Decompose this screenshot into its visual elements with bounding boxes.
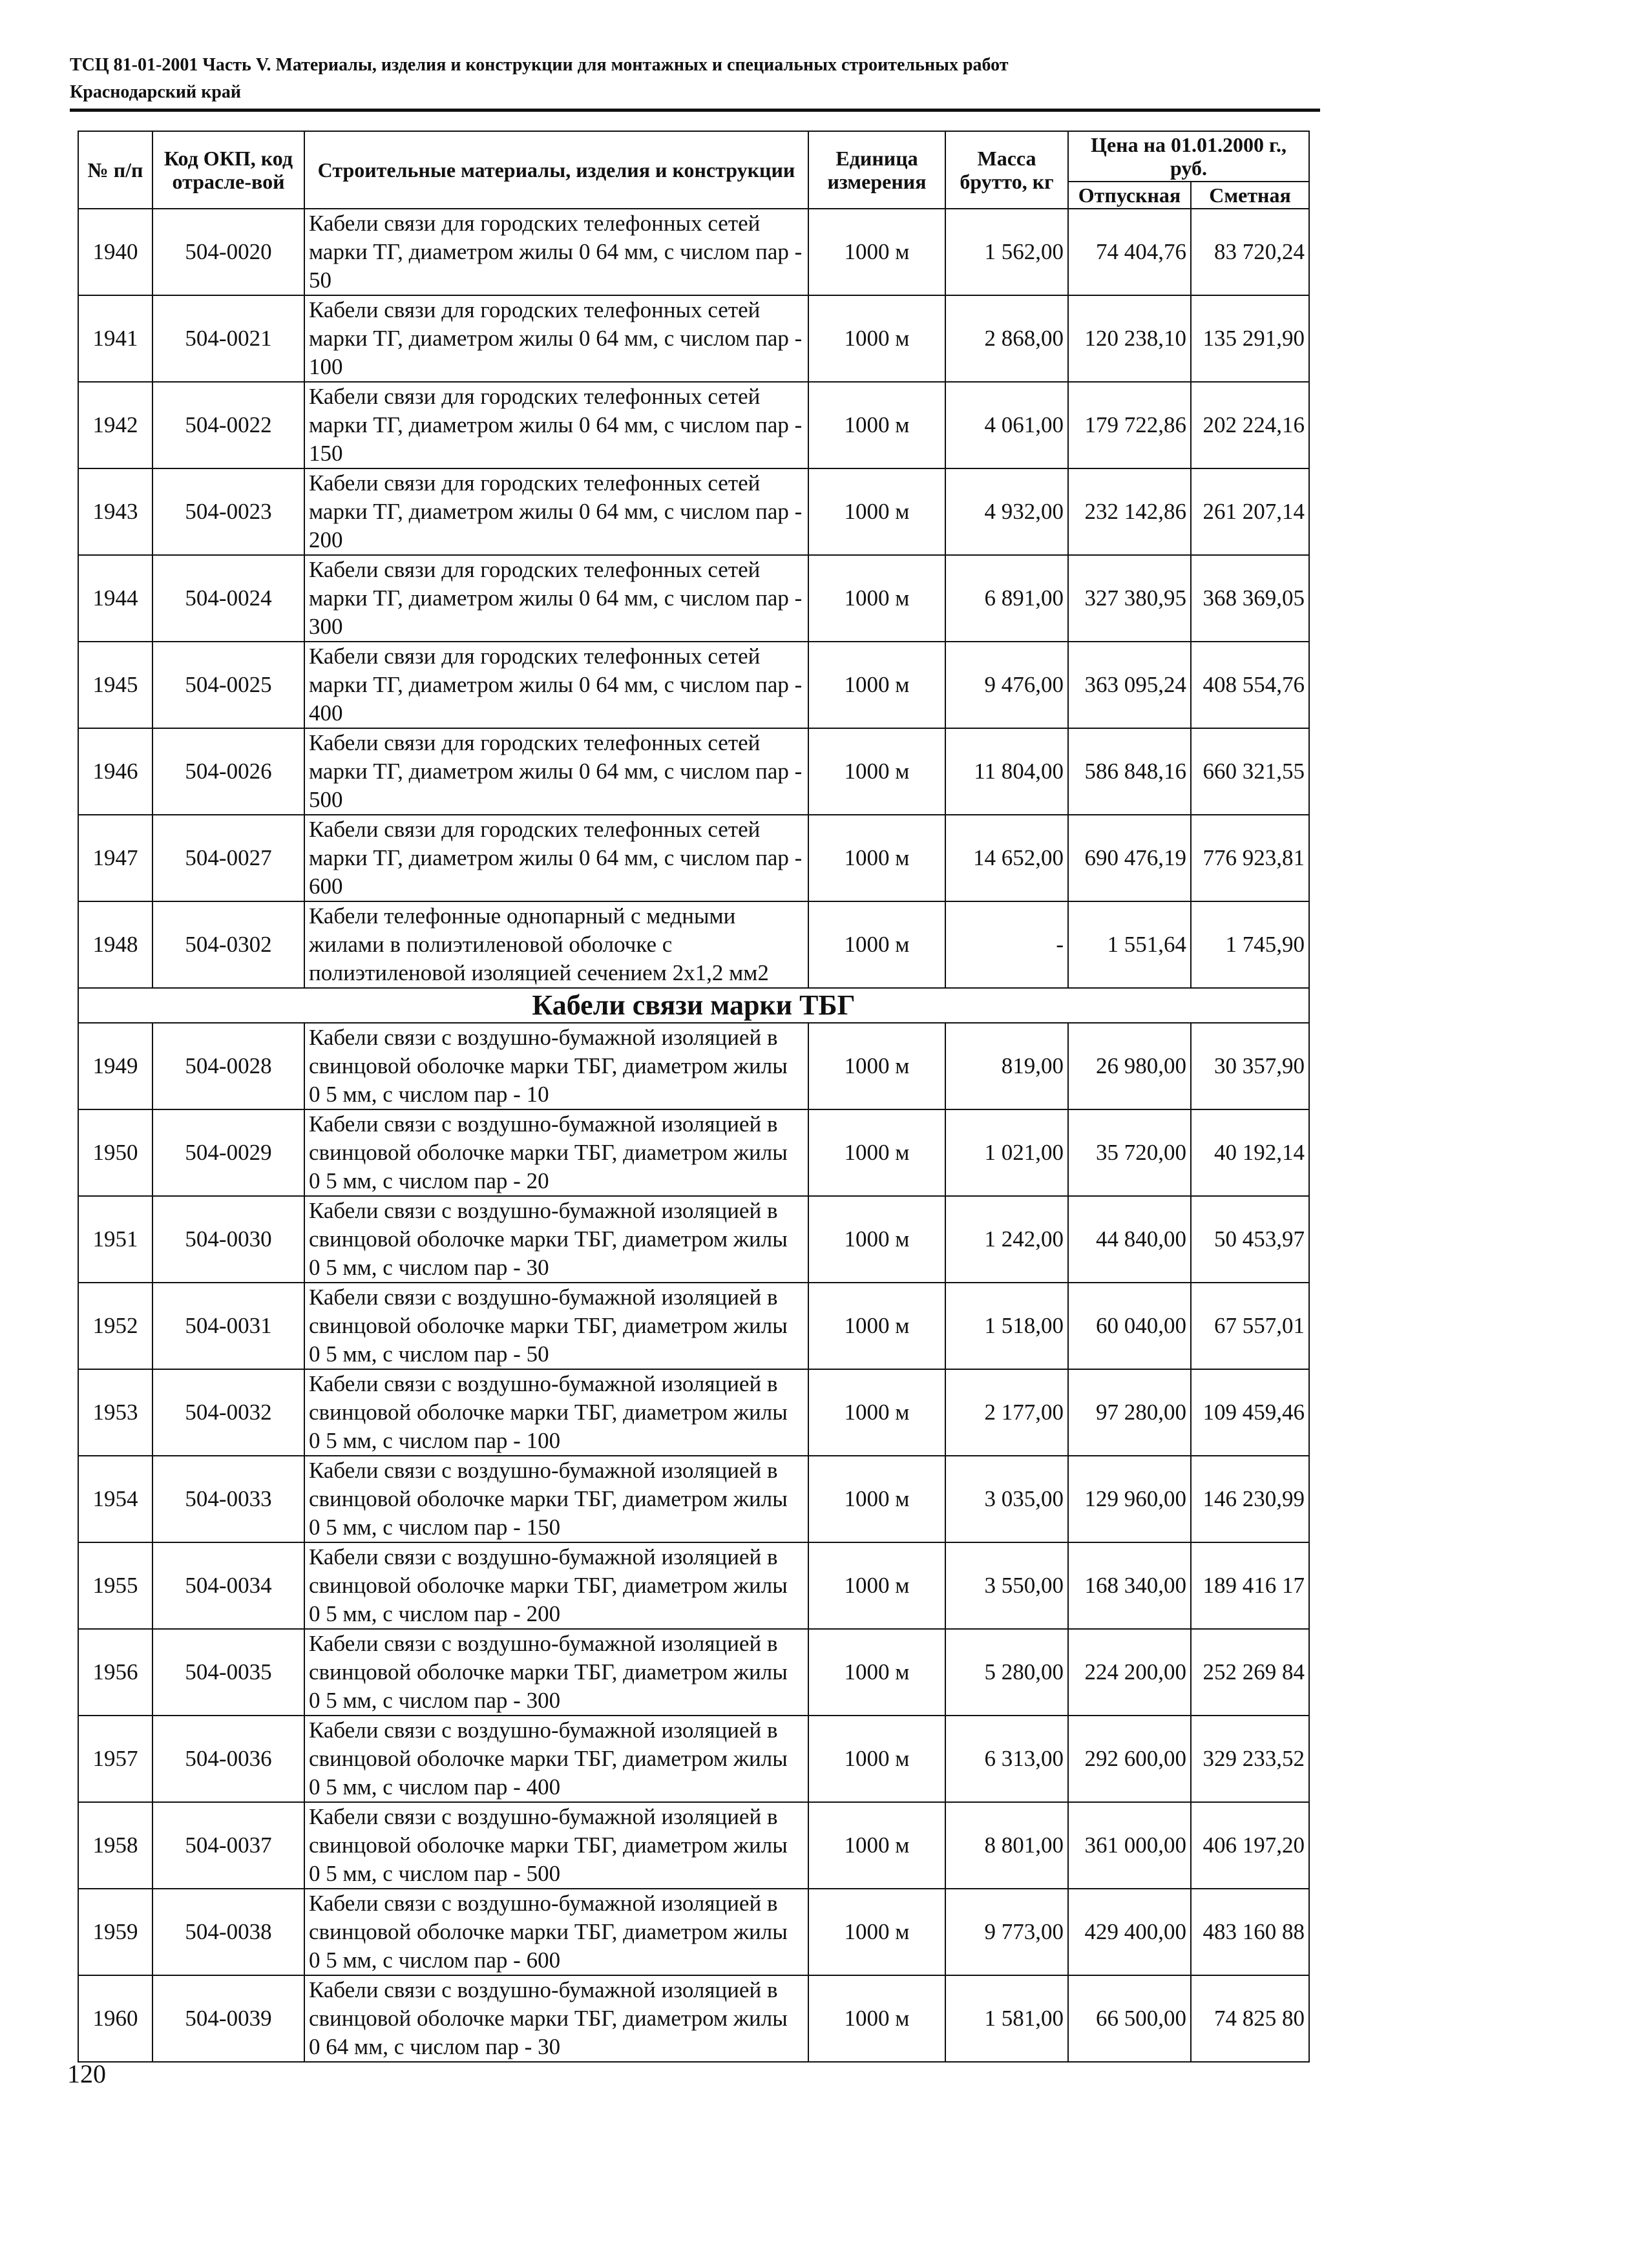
row-mass: 1 242,00 bbox=[945, 1196, 1068, 1283]
row-number: 1943 bbox=[78, 468, 152, 555]
row-number: 1949 bbox=[78, 1023, 152, 1109]
row-description: Кабели связи с воздушно-бумажной изоляцией в свинцовой оболочке марки ТБГ, диаметром жилы 0 5 мм, с числом пар - 500 bbox=[304, 1802, 808, 1889]
row-price-estimate: 483 160 88 bbox=[1191, 1889, 1309, 1975]
row-price-release: 224 200,00 bbox=[1068, 1629, 1191, 1716]
row-price-release: 97 280,00 bbox=[1068, 1369, 1191, 1456]
row-unit: 1000 м bbox=[808, 1716, 945, 1802]
row-price-release: 429 400,00 bbox=[1068, 1889, 1191, 1975]
row-mass: 9 476,00 bbox=[945, 642, 1068, 728]
row-price-estimate: 67 557,01 bbox=[1191, 1283, 1309, 1369]
row-price-release: 179 722,86 bbox=[1068, 382, 1191, 468]
row-description: Кабели связи с воздушно-бумажной изоляцией в свинцовой оболочке марки ТБГ, диаметром жилы 0 5 мм, с числом пар - 400 bbox=[304, 1716, 808, 1802]
row-code: 504-0020 bbox=[152, 209, 304, 295]
row-number: 1944 bbox=[78, 555, 152, 642]
table-row bbox=[78, 1716, 1309, 1802]
row-price-estimate: 406 197,20 bbox=[1191, 1802, 1309, 1889]
price-table bbox=[78, 131, 1310, 2063]
row-number: 1942 bbox=[78, 382, 152, 468]
row-description: Кабели связи с воздушно-бумажной изоляцией в свинцовой оболочке марки ТБГ, диаметром жилы 0 5 мм, с числом пар - 600 bbox=[304, 1889, 808, 1975]
table-row bbox=[78, 642, 1309, 728]
row-code: 504-0036 bbox=[152, 1716, 304, 1802]
row-description: Кабели связи для городских телефонных сетей марки ТГ, диаметром жилы 0 64 мм, с числом пар - 300 bbox=[304, 555, 808, 642]
row-mass: - bbox=[945, 901, 1068, 988]
row-description: Кабели связи для городских телефонных сетей марки ТГ, диаметром жилы 0 64 мм, с числом пар - 50 bbox=[304, 209, 808, 295]
row-number: 1940 bbox=[78, 209, 152, 295]
header-rule bbox=[70, 109, 1320, 112]
table-body-tg bbox=[78, 209, 1309, 988]
row-unit: 1000 м bbox=[808, 555, 945, 642]
row-mass: 2 868,00 bbox=[945, 295, 1068, 382]
row-price-release: 74 404,76 bbox=[1068, 209, 1191, 295]
row-mass: 6 313,00 bbox=[945, 1716, 1068, 1802]
row-description: Кабели связи с воздушно-бумажной изоляцией в свинцовой оболочке марки ТБГ, диаметром жилы 0 5 мм, с числом пар - 100 bbox=[304, 1369, 808, 1456]
row-description: Кабели связи для городских телефонных сетей марки ТГ, диаметром жилы 0 64 мм, с числом пар - 100 bbox=[304, 295, 808, 382]
row-unit: 1000 м bbox=[808, 815, 945, 901]
row-mass: 1 518,00 bbox=[945, 1283, 1068, 1369]
row-code: 504-0037 bbox=[152, 1802, 304, 1889]
row-description: Кабели связи с воздушно-бумажной изоляцией в свинцовой оболочке марки ТБГ, диаметром жилы 0 64 мм, с числом пар - 30 bbox=[304, 1975, 808, 2062]
page-header bbox=[70, 52, 1320, 112]
row-mass: 819,00 bbox=[945, 1023, 1068, 1109]
row-price-release: 327 380,95 bbox=[1068, 555, 1191, 642]
row-number: 1952 bbox=[78, 1283, 152, 1369]
row-unit: 1000 м bbox=[808, 1196, 945, 1283]
row-mass: 11 804,00 bbox=[945, 728, 1068, 815]
row-code: 504-0024 bbox=[152, 555, 304, 642]
row-description: Кабели связи с воздушно-бумажной изоляцией в свинцовой оболочке марки ТБГ, диаметром жилы 0 5 мм, с числом пар - 10 bbox=[304, 1023, 808, 1109]
row-description: Кабели телефонные однопарный с медными жилами в полиэтиленовой оболочке с полиэтиленовой изоляцией сечением 2х1,2 мм2 bbox=[304, 901, 808, 988]
table-body-tbg bbox=[78, 1023, 1309, 2062]
row-unit: 1000 м bbox=[808, 1109, 945, 1196]
row-price-release: 35 720,00 bbox=[1068, 1109, 1191, 1196]
section-tbg bbox=[78, 988, 1309, 1023]
table-row bbox=[78, 209, 1309, 295]
row-price-estimate: 135 291,90 bbox=[1191, 295, 1309, 382]
row-price-release: 586 848,16 bbox=[1068, 728, 1191, 815]
row-code: 504-0028 bbox=[152, 1023, 304, 1109]
row-number: 1953 bbox=[78, 1369, 152, 1456]
row-description: Кабели связи для городских телефонных сетей марки ТГ, диаметром жилы 0 64 мм, с числом пар - 400 bbox=[304, 642, 808, 728]
table-row bbox=[78, 901, 1309, 988]
row-mass: 1 581,00 bbox=[945, 1975, 1068, 2062]
row-price-estimate: 30 357,90 bbox=[1191, 1023, 1309, 1109]
col-header-price-group: Цена на 01.01.2000 г., руб. bbox=[1068, 131, 1309, 182]
row-unit: 1000 м bbox=[808, 1283, 945, 1369]
table-row bbox=[78, 1629, 1309, 1716]
row-number: 1950 bbox=[78, 1109, 152, 1196]
row-number: 1956 bbox=[78, 1629, 152, 1716]
col-header-code: Код ОКП, код отрасле-вой bbox=[152, 131, 304, 209]
row-number: 1954 bbox=[78, 1456, 152, 1542]
row-price-release: 60 040,00 bbox=[1068, 1283, 1191, 1369]
row-number: 1958 bbox=[78, 1802, 152, 1889]
row-number: 1946 bbox=[78, 728, 152, 815]
region-subtitle: Краснодарский край bbox=[70, 82, 242, 102]
row-price-release: 66 500,00 bbox=[1068, 1975, 1191, 2062]
row-code: 504-0032 bbox=[152, 1369, 304, 1456]
row-price-estimate: 109 459,46 bbox=[1191, 1369, 1309, 1456]
row-price-estimate: 40 192,14 bbox=[1191, 1109, 1309, 1196]
row-price-estimate: 202 224,16 bbox=[1191, 382, 1309, 468]
table-row bbox=[78, 1283, 1309, 1369]
row-price-estimate: 252 269 84 bbox=[1191, 1629, 1309, 1716]
row-code: 504-0033 bbox=[152, 1456, 304, 1542]
row-number: 1951 bbox=[78, 1196, 152, 1283]
table-row bbox=[78, 1542, 1309, 1629]
col-header-price-estimate: Сметная bbox=[1191, 182, 1309, 209]
row-unit: 1000 м bbox=[808, 209, 945, 295]
row-code: 504-0022 bbox=[152, 382, 304, 468]
row-code: 504-0021 bbox=[152, 295, 304, 382]
col-header-name: Строительные материалы, изделия и конструкции bbox=[304, 131, 808, 209]
row-price-release: 44 840,00 bbox=[1068, 1196, 1191, 1283]
row-unit: 1000 м bbox=[808, 1542, 945, 1629]
row-price-release: 232 142,86 bbox=[1068, 468, 1191, 555]
row-price-release: 361 000,00 bbox=[1068, 1802, 1191, 1889]
row-price-estimate: 408 554,76 bbox=[1191, 642, 1309, 728]
table-row bbox=[78, 1369, 1309, 1456]
row-mass: 2 177,00 bbox=[945, 1369, 1068, 1456]
row-unit: 1000 м bbox=[808, 1889, 945, 1975]
row-code: 504-0031 bbox=[152, 1283, 304, 1369]
row-unit: 1000 м bbox=[808, 1802, 945, 1889]
row-price-release: 363 095,24 bbox=[1068, 642, 1191, 728]
row-description: Кабели связи для городских телефонных сетей марки ТГ, диаметром жилы 0 64 мм, с числом пар - 150 bbox=[304, 382, 808, 468]
table-row bbox=[78, 1889, 1309, 1975]
row-price-estimate: 189 416 17 bbox=[1191, 1542, 1309, 1629]
row-price-release: 168 340,00 bbox=[1068, 1542, 1191, 1629]
row-unit: 1000 м bbox=[808, 1629, 945, 1716]
row-mass: 3 550,00 bbox=[945, 1542, 1068, 1629]
section-title: Кабели связи марки ТБГ bbox=[78, 988, 1309, 1023]
row-unit: 1000 м bbox=[808, 382, 945, 468]
row-number: 1945 bbox=[78, 642, 152, 728]
col-header-num: № п/п bbox=[78, 131, 152, 209]
row-description: Кабели связи с воздушно-бумажной изоляцией в свинцовой оболочке марки ТБГ, диаметром жилы 0 5 мм, с числом пар - 50 bbox=[304, 1283, 808, 1369]
row-price-estimate: 83 720,24 bbox=[1191, 209, 1309, 295]
row-code: 504-0023 bbox=[152, 468, 304, 555]
row-mass: 6 891,00 bbox=[945, 555, 1068, 642]
row-code: 504-0026 bbox=[152, 728, 304, 815]
row-description: Кабели связи с воздушно-бумажной изоляцией в свинцовой оболочке марки ТБГ, диаметром жилы 0 5 мм, с числом пар - 20 bbox=[304, 1109, 808, 1196]
col-header-mass: Масса брутто, кг bbox=[945, 131, 1068, 209]
col-header-price-release: Отпускная bbox=[1068, 182, 1191, 209]
table-row bbox=[78, 382, 1309, 468]
row-description: Кабели связи с воздушно-бумажной изоляцией в свинцовой оболочке марки ТБГ, диаметром жилы 0 5 мм, с числом пар - 200 bbox=[304, 1542, 808, 1629]
row-number: 1947 bbox=[78, 815, 152, 901]
row-code: 504-0035 bbox=[152, 1629, 304, 1716]
row-mass: 1 021,00 bbox=[945, 1109, 1068, 1196]
table-row bbox=[78, 1196, 1309, 1283]
row-mass: 9 773,00 bbox=[945, 1889, 1068, 1975]
table-row bbox=[78, 555, 1309, 642]
row-mass: 14 652,00 bbox=[945, 815, 1068, 901]
row-price-release: 26 980,00 bbox=[1068, 1023, 1191, 1109]
col-header-unit: Единица измерения bbox=[808, 131, 945, 209]
row-description: Кабели связи для городских телефонных сетей марки ТГ, диаметром жилы 0 64 мм, с числом пар - 600 bbox=[304, 815, 808, 901]
table-row bbox=[78, 468, 1309, 555]
row-code: 504-0038 bbox=[152, 1889, 304, 1975]
row-price-estimate: 329 233,52 bbox=[1191, 1716, 1309, 1802]
table-row bbox=[78, 1023, 1309, 1109]
table-row bbox=[78, 1109, 1309, 1196]
row-price-estimate: 261 207,14 bbox=[1191, 468, 1309, 555]
table-row bbox=[78, 295, 1309, 382]
row-price-estimate: 776 923,81 bbox=[1191, 815, 1309, 901]
row-number: 1959 bbox=[78, 1889, 152, 1975]
table-row bbox=[78, 1456, 1309, 1542]
row-code: 504-0025 bbox=[152, 642, 304, 728]
row-description: Кабели связи для городских телефонных сетей марки ТГ, диаметром жилы 0 64 мм, с числом пар - 200 bbox=[304, 468, 808, 555]
row-price-release: 1 551,64 bbox=[1068, 901, 1191, 988]
row-number: 1955 bbox=[78, 1542, 152, 1629]
row-number: 1941 bbox=[78, 295, 152, 382]
row-mass: 4 932,00 bbox=[945, 468, 1068, 555]
row-code: 504-0302 bbox=[152, 901, 304, 988]
row-unit: 1000 м bbox=[808, 1456, 945, 1542]
table-row bbox=[78, 728, 1309, 815]
row-unit: 1000 м bbox=[808, 1023, 945, 1109]
table-row bbox=[78, 1802, 1309, 1889]
row-mass: 3 035,00 bbox=[945, 1456, 1068, 1542]
page-number: 120 bbox=[67, 2059, 106, 2088]
row-code: 504-0030 bbox=[152, 1196, 304, 1283]
row-number: 1957 bbox=[78, 1716, 152, 1802]
row-price-estimate: 1 745,90 bbox=[1191, 901, 1309, 988]
row-unit: 1000 м bbox=[808, 295, 945, 382]
row-price-release: 292 600,00 bbox=[1068, 1716, 1191, 1802]
row-price-release: 129 960,00 bbox=[1068, 1456, 1191, 1542]
row-description: Кабели связи с воздушно-бумажной изоляцией в свинцовой оболочке марки ТБГ, диаметром жилы 0 5 мм, с числом пар - 150 bbox=[304, 1456, 808, 1542]
row-price-estimate: 146 230,99 bbox=[1191, 1456, 1309, 1542]
row-price-estimate: 50 453,97 bbox=[1191, 1196, 1309, 1283]
row-price-estimate: 660 321,55 bbox=[1191, 728, 1309, 815]
table-row bbox=[78, 1975, 1309, 2062]
row-unit: 1000 м bbox=[808, 1369, 945, 1456]
row-code: 504-0039 bbox=[152, 1975, 304, 2062]
row-code: 504-0029 bbox=[152, 1109, 304, 1196]
row-description: Кабели связи для городских телефонных сетей марки ТГ, диаметром жилы 0 64 мм, с числом пар - 500 bbox=[304, 728, 808, 815]
row-mass: 5 280,00 bbox=[945, 1629, 1068, 1716]
document-title: ТСЦ 81-01-2001 Часть V. Материалы, изделия и конструкции для монтажных и специальных строительных работ bbox=[70, 55, 1009, 75]
row-description: Кабели связи с воздушно-бумажной изоляцией в свинцовой оболочке марки ТБГ, диаметром жилы 0 5 мм, с числом пар - 30 bbox=[304, 1196, 808, 1283]
row-price-release: 120 238,10 bbox=[1068, 295, 1191, 382]
row-price-release: 690 476,19 bbox=[1068, 815, 1191, 901]
row-number: 1948 bbox=[78, 901, 152, 988]
table-row bbox=[78, 815, 1309, 901]
row-unit: 1000 м bbox=[808, 728, 945, 815]
row-number: 1960 bbox=[78, 1975, 152, 2062]
row-price-estimate: 74 825 80 bbox=[1191, 1975, 1309, 2062]
row-code: 504-0027 bbox=[152, 815, 304, 901]
row-unit: 1000 м bbox=[808, 1975, 945, 2062]
row-mass: 8 801,00 bbox=[945, 1802, 1068, 1889]
row-mass: 1 562,00 bbox=[945, 209, 1068, 295]
row-description: Кабели связи с воздушно-бумажной изоляцией в свинцовой оболочке марки ТБГ, диаметром жилы 0 5 мм, с числом пар - 300 bbox=[304, 1629, 808, 1716]
row-price-estimate: 368 369,05 bbox=[1191, 555, 1309, 642]
row-unit: 1000 м bbox=[808, 901, 945, 988]
row-mass: 4 061,00 bbox=[945, 382, 1068, 468]
row-unit: 1000 м bbox=[808, 642, 945, 728]
row-unit: 1000 м bbox=[808, 468, 945, 555]
row-code: 504-0034 bbox=[152, 1542, 304, 1629]
